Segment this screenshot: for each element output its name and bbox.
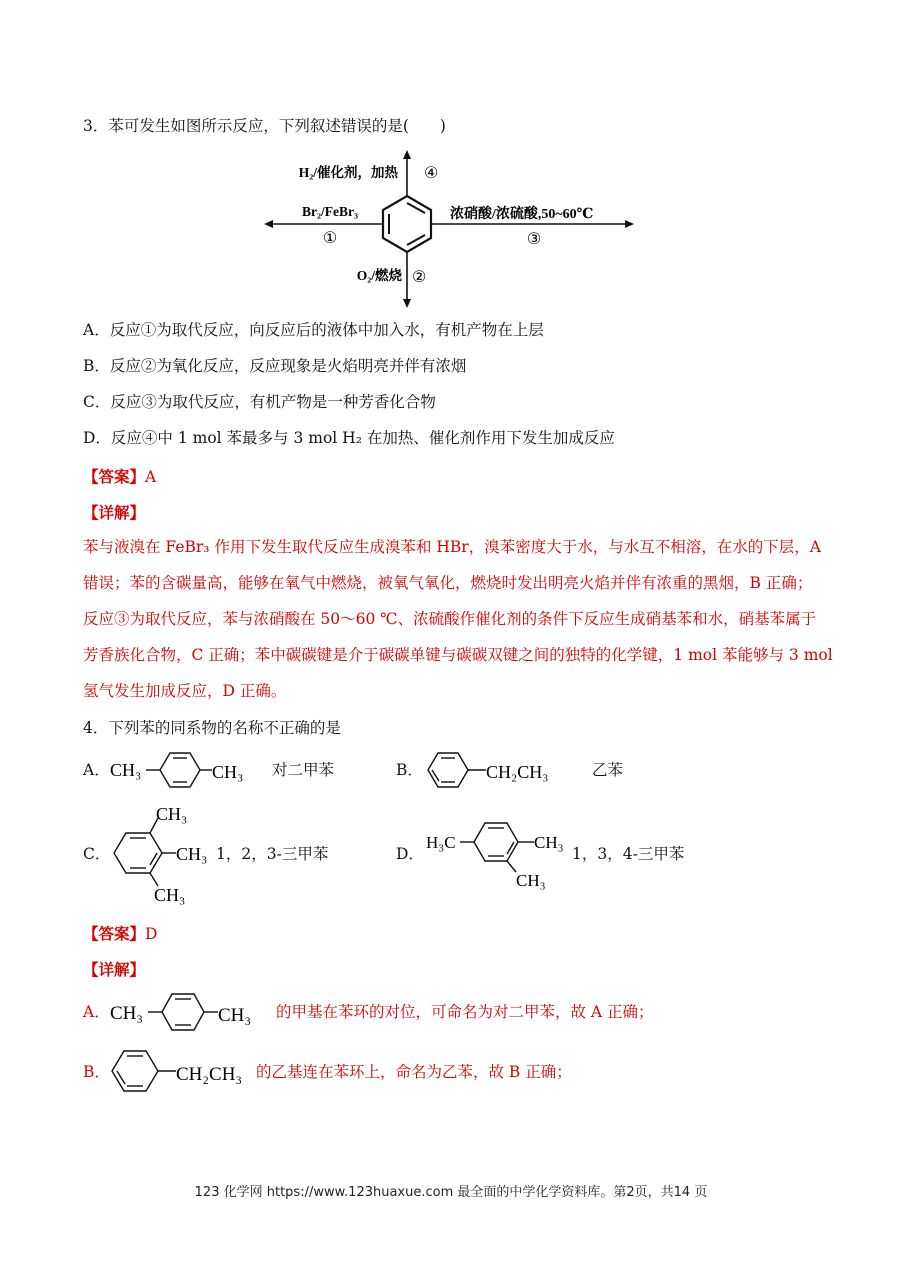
q3-answer [83, 465, 156, 487]
methyl-right: CH₃ [218, 1005, 252, 1026]
q4-detail-a-label: A． [83, 1003, 110, 1021]
q4-option-a-label: A． [83, 761, 110, 779]
detail-ethylbenzene-structure [104, 1046, 258, 1096]
q3-detail-line-1: 苯与液溴在 FeBr₃ 作用下发生取代反应生成溴苯和 HBr，溴苯密度大于水，与水互不相溶，在水的下层，A [83, 538, 821, 556]
q4-option-a-name: 对二甲苯 [272, 761, 335, 779]
methyl-top: CH₃ [156, 804, 188, 824]
top-number: ④ [424, 165, 439, 182]
trimethylbenzene-134-structure [424, 812, 574, 892]
methyl-right: CH₃ [212, 762, 244, 782]
q3-detail-label: 【详解】 [83, 503, 146, 522]
answer-value: A [145, 468, 157, 486]
top-condition: H₂/催化剂，加热 [298, 165, 398, 180]
q3-detail-line-2: 错误；苯的含碳量高，能够在氧气中燃烧，被氧气氧化，燃烧时发出明亮火焰并伴有浓重的黑烟，B 正确； [83, 574, 813, 592]
q3-option-a: A．反应①为取代反应，向反应后的液体中加入水，有机产物在上层 [83, 321, 544, 339]
ethylbenzene-structure [420, 748, 590, 790]
methyl-left: CH₃ [110, 1003, 144, 1024]
bottom-condition: O₂/燃烧 [356, 268, 402, 283]
answer-label: 【答案】 [83, 924, 146, 943]
q4-option-c-label: C． [83, 845, 111, 863]
answer-value: D [145, 925, 158, 943]
q4-detail-b-text: 的乙基连在苯环上，命名为乙苯，故 B 正确； [256, 1063, 572, 1081]
p-xylene-structure [108, 748, 268, 790]
answer-label: 【答案】 [83, 467, 146, 486]
q3-detail-line-4: 芳香族化合物，C 正确；苯中碳碳键是介于碳碳单键与碳碳双键之间的独特的化学键，1 mol 苯能够与 3 mol [83, 646, 833, 664]
benzene-reaction-diagram [260, 150, 640, 312]
q4-answer [83, 922, 157, 944]
methyl-mid: CH₃ [176, 844, 208, 864]
q3-stem: 3．苯可发生如图所示反应，下列叙述错误的是( ) [83, 117, 446, 135]
q3-detail-line-3: 反应③为取代反应，苯与浓硝酸在 50～60 ℃、浓硫酸作催化剂的条件下反应生成硝基苯和水，硝基苯属于 [83, 610, 817, 628]
q3-option-b: B．反应②为氧化反应，反应现象是火焰明亮并伴有浓烟 [83, 357, 467, 375]
right-condition: 浓硝酸/浓硫酸,50~60℃ [450, 207, 594, 222]
q4-detail-label: 【详解】 [83, 960, 146, 979]
ethyl-group: CH₂CH₃ [176, 1064, 243, 1085]
page-footer: 123 化学网 https://www.123huaxue.com 最全面的中学化学资料库。第2页，共14 页 [194, 1185, 708, 1200]
q4-detail-b-label: B． [83, 1063, 110, 1081]
q4-stem: 4．下列苯的同系物的名称不正确的是 [83, 719, 341, 737]
q4-detail-a-text: 的甲基在苯环的对位，可命名为对二甲苯，故 A 正确； [276, 1003, 654, 1021]
q4-option-b-name: 乙苯 [592, 761, 624, 779]
q3-option-c: C．反应③为取代反应，有机产物是一种芳香化合物 [83, 393, 436, 411]
methyl-left-d: H₃C [426, 833, 456, 852]
q4-option-b-label: B． [396, 761, 423, 779]
detail-p-xylene-structure [108, 990, 276, 1034]
methyl-bottom: CH₃ [154, 885, 186, 905]
q4-option-d-name: 1，3，4-三甲苯 [572, 845, 685, 863]
q4-option-c-name: 1，2，3-三甲苯 [216, 845, 329, 863]
methyl-right-d: CH₃ [534, 833, 564, 852]
trimethylbenzene-123-structure [104, 800, 214, 906]
q3-detail-line-5: 氢气发生加成反应，D 正确。 [83, 682, 287, 700]
bottom-number: ② [412, 269, 427, 286]
q3-option-d: D．反应④中 1 mol 苯最多与 3 mol H₂ 在加热、催化剂作用下发生加成反应 [83, 429, 615, 447]
left-number: ① [322, 230, 338, 247]
left-condition: Br₂/FeBr₃ [301, 204, 359, 219]
right-number: ③ [526, 231, 542, 248]
ethyl-group: CH₂CH₃ [486, 762, 549, 782]
methyl-left: CH₃ [110, 760, 142, 780]
methyl-bottom-d: CH₃ [516, 871, 546, 890]
q4-option-d-label: D． [396, 845, 424, 863]
